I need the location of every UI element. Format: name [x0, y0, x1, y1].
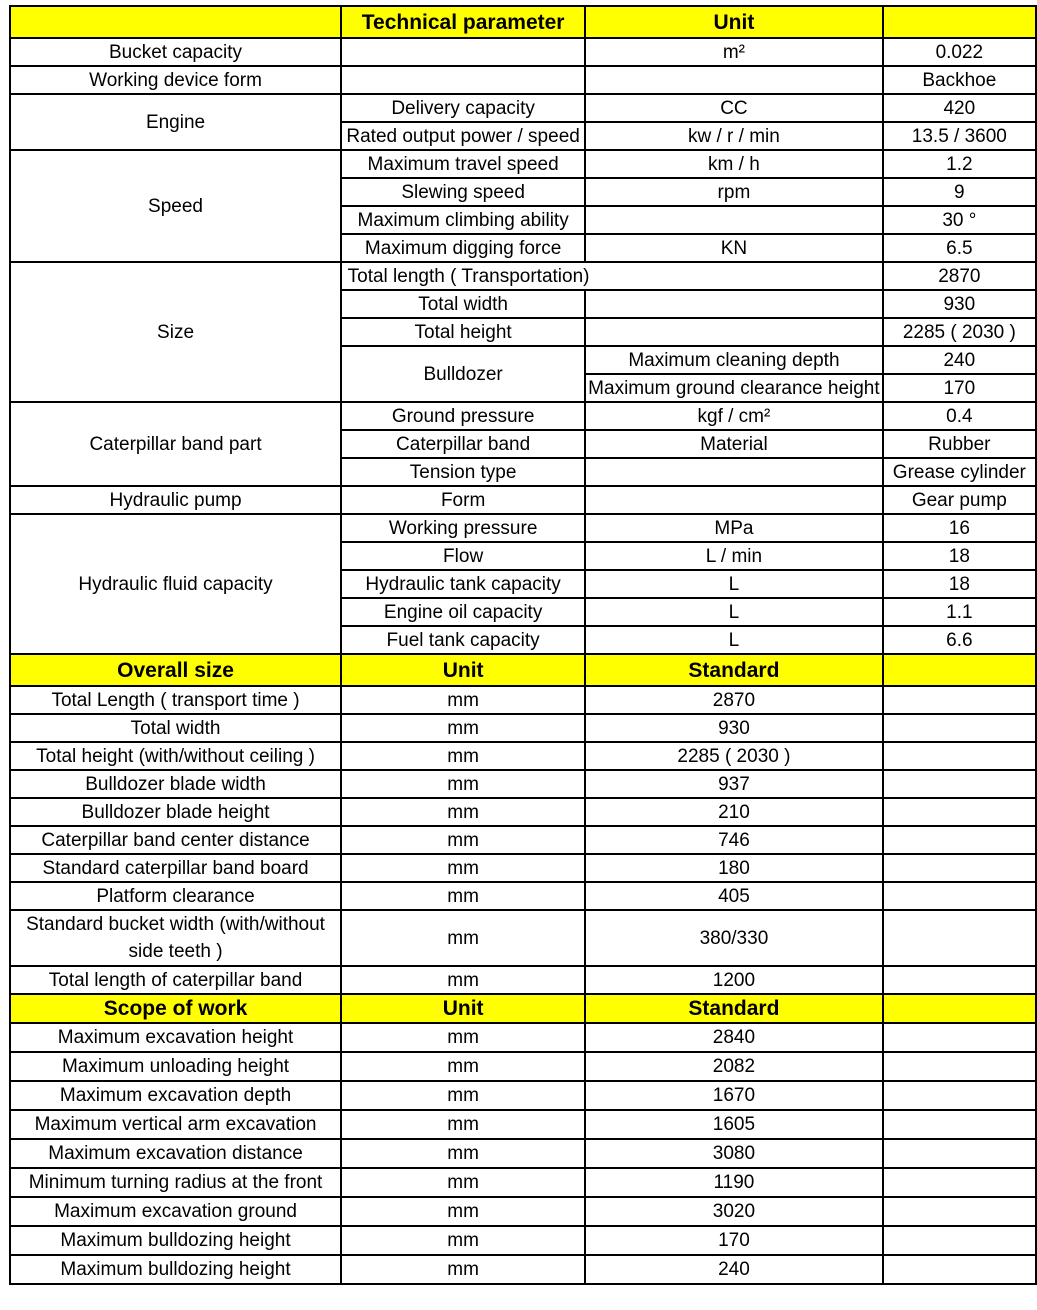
unit-cell: L [585, 570, 883, 598]
table-row [10, 1110, 1036, 1139]
value-cell: 2870 [585, 686, 883, 714]
header-overall-size: Overall size [10, 654, 341, 686]
value-cell: 1200 [585, 966, 883, 994]
table-row [10, 1139, 1036, 1168]
header-unit: Unit [585, 6, 883, 38]
table-row [10, 66, 1036, 94]
param-cell: Total height [341, 318, 585, 346]
unit-cell: L [585, 626, 883, 654]
value-cell: 2082 [585, 1052, 883, 1081]
param-cell: Delivery capacity [341, 94, 585, 122]
param-cell: Rated output power / speed [341, 122, 585, 150]
table-row [10, 150, 1036, 178]
value-cell: 380/330 [585, 910, 883, 966]
param-cell: Ground pressure [341, 402, 585, 430]
unit-cell [585, 290, 883, 318]
table-row [10, 826, 1036, 854]
group-label-caterpillar: Caterpillar band part [10, 402, 341, 486]
unit-cell: mm [341, 742, 585, 770]
value-cell: 1.1 [883, 598, 1036, 626]
value-cell: 1.2 [883, 150, 1036, 178]
table-row [10, 1255, 1036, 1284]
unit-cell [585, 486, 883, 514]
table-row [10, 402, 1036, 430]
table-row [10, 770, 1036, 798]
empty-cell [883, 714, 1036, 742]
unit-cell: mm [341, 1139, 585, 1168]
value-cell: 18 [883, 570, 1036, 598]
value-cell: 0.022 [883, 38, 1036, 66]
header-standard: Standard [585, 994, 883, 1023]
value-cell: 1670 [585, 1081, 883, 1110]
value-cell: 1605 [585, 1110, 883, 1139]
empty-cell [883, 826, 1036, 854]
value-cell: 170 [585, 1226, 883, 1255]
header-cell [883, 6, 1036, 38]
group-label-size: Size [10, 262, 341, 402]
row-label: Minimum turning radius at the front [10, 1168, 341, 1197]
value-cell: 18 [883, 542, 1036, 570]
param-cell: Total width [341, 290, 585, 318]
empty-cell [883, 686, 1036, 714]
param-cell: Hydraulic tank capacity [341, 570, 585, 598]
table-row [10, 1197, 1036, 1226]
unit-cell [585, 318, 883, 346]
table-row [10, 514, 1036, 542]
group-label-speed: Speed [10, 150, 341, 262]
value-cell: Gear pump [883, 486, 1036, 514]
unit-cell: mm [341, 770, 585, 798]
header-cell [883, 654, 1036, 686]
group-label-engine: Engine [10, 94, 341, 150]
value-cell: 2285 ( 2030 ) [883, 318, 1036, 346]
param-cell: Engine oil capacity [341, 598, 585, 626]
table-row [10, 966, 1036, 994]
header-row-overall [10, 654, 1036, 686]
unit-cell: mm [341, 1052, 585, 1081]
param-cell [341, 66, 585, 94]
empty-cell [883, 910, 1036, 966]
param-text: Total length ( Transportation) [347, 265, 590, 287]
table-row [10, 486, 1036, 514]
table-row [10, 742, 1036, 770]
row-label: Standard caterpillar band board [10, 854, 341, 882]
unit-cell: m² [585, 38, 883, 66]
value-cell: 937 [585, 770, 883, 798]
value-cell: 13.5 / 3600 [883, 122, 1036, 150]
param-cell: Maximum cleaning depth [585, 346, 883, 374]
value-cell: 240 [883, 346, 1036, 374]
row-label: Total height (with/without ceiling ) [10, 742, 341, 770]
unit-cell: KN [585, 234, 883, 262]
empty-cell [883, 742, 1036, 770]
unit-cell: mm [341, 1226, 585, 1255]
param-cell: Tension type [341, 458, 585, 486]
unit-cell: mm [341, 1081, 585, 1110]
param-cell: Caterpillar band [341, 430, 585, 458]
row-label: Total length of caterpillar band [10, 966, 341, 994]
param-cell [341, 38, 585, 66]
table-row [10, 882, 1036, 910]
unit-cell: MPa [585, 514, 883, 542]
row-label: Maximum bulldozing height [10, 1255, 341, 1284]
param-cell: Maximum ground clearance height [585, 374, 883, 402]
row-label: Bulldozer blade height [10, 798, 341, 826]
table-row [10, 94, 1036, 122]
value-cell: 9 [883, 178, 1036, 206]
row-label: Hydraulic pump [10, 486, 341, 514]
unit-cell: kw / r / min [585, 122, 883, 150]
value-cell: Backhoe [883, 66, 1036, 94]
unit-cell: mm [341, 910, 585, 966]
unit-cell: mm [341, 1110, 585, 1139]
unit-cell: mm [341, 854, 585, 882]
param-cell: Maximum digging force [341, 234, 585, 262]
header-row-scope [10, 994, 1036, 1023]
row-label: Bucket capacity [10, 38, 341, 66]
row-label: Working device form [10, 66, 341, 94]
value-cell: Rubber [883, 430, 1036, 458]
group-label-fluid: Hydraulic fluid capacity [10, 514, 341, 654]
value-cell: 6.5 [883, 234, 1036, 262]
header-cell [883, 994, 1036, 1023]
row-label: Maximum vertical arm excavation [10, 1110, 341, 1139]
empty-cell [883, 1168, 1036, 1197]
empty-cell [883, 1197, 1036, 1226]
value-cell: 16 [883, 514, 1036, 542]
header-unit: Unit [341, 994, 585, 1023]
unit-cell: mm [341, 1168, 585, 1197]
empty-cell [883, 1052, 1036, 1081]
unit-cell: kgf / cm² [585, 402, 883, 430]
group-label-bulldozer: Bulldozer [341, 346, 585, 402]
table-row [10, 910, 1036, 966]
row-label: Bulldozer blade width [10, 770, 341, 798]
empty-cell [883, 882, 1036, 910]
unit-cell: mm [341, 714, 585, 742]
table-row [10, 686, 1036, 714]
unit-cell: Material [585, 430, 883, 458]
value-cell: 0.4 [883, 402, 1036, 430]
value-cell: 210 [585, 798, 883, 826]
empty-cell [883, 1139, 1036, 1168]
value-cell: Grease cylinder [883, 458, 1036, 486]
table-row [10, 1052, 1036, 1081]
empty-cell [883, 770, 1036, 798]
header-technical-parameter: Technical parameter [341, 6, 585, 38]
unit-cell: L / min [585, 542, 883, 570]
param-cell: Maximum travel speed [341, 150, 585, 178]
empty-cell [883, 854, 1036, 882]
empty-cell [883, 1023, 1036, 1052]
value-cell: 2285 ( 2030 ) [585, 742, 883, 770]
value-cell: 746 [585, 826, 883, 854]
value-cell: 2840 [585, 1023, 883, 1052]
unit-cell: mm [341, 966, 585, 994]
table-row [10, 1226, 1036, 1255]
param-cell: Working pressure [341, 514, 585, 542]
value-cell: 240 [585, 1255, 883, 1284]
unit-cell: CC [585, 94, 883, 122]
value-cell: 405 [585, 882, 883, 910]
table-row [10, 262, 1036, 290]
unit-cell [585, 458, 883, 486]
spec-table [9, 5, 1037, 1285]
unit-cell: mm [341, 826, 585, 854]
param-cell: Form [341, 486, 585, 514]
param-cell: Maximum climbing ability [341, 206, 585, 234]
param-cell [341, 262, 883, 290]
table-row [10, 714, 1036, 742]
header-scope-of-work: Scope of work [10, 994, 341, 1023]
param-cell: Fuel tank capacity [341, 626, 585, 654]
param-cell: Slewing speed [341, 178, 585, 206]
empty-cell [883, 966, 1036, 994]
row-label: Platform clearance [10, 882, 341, 910]
value-cell: 1190 [585, 1168, 883, 1197]
row-label: Total Length ( transport time ) [10, 686, 341, 714]
empty-cell [883, 1226, 1036, 1255]
value-cell: 3020 [585, 1197, 883, 1226]
table-row [10, 1023, 1036, 1052]
unit-cell: mm [341, 1255, 585, 1284]
table-row [10, 38, 1036, 66]
row-label: Maximum excavation depth [10, 1081, 341, 1110]
row-label: Total width [10, 714, 341, 742]
row-label: Maximum bulldozing height [10, 1226, 341, 1255]
value-cell: 6.6 [883, 626, 1036, 654]
table-row [10, 1168, 1036, 1197]
unit-cell [585, 66, 883, 94]
unit-cell: mm [341, 1197, 585, 1226]
empty-cell [883, 1081, 1036, 1110]
header-standard: Standard [585, 654, 883, 686]
row-label: Maximum excavation ground [10, 1197, 341, 1226]
unit-cell: mm [341, 686, 585, 714]
unit-cell: km / h [585, 150, 883, 178]
unit-cell: rpm [585, 178, 883, 206]
header-cell [10, 6, 341, 38]
table-row [10, 1081, 1036, 1110]
value-cell: 3080 [585, 1139, 883, 1168]
unit-cell: mm [341, 882, 585, 910]
header-unit: Unit [341, 654, 585, 686]
empty-cell [883, 1110, 1036, 1139]
unit-cell: L [585, 598, 883, 626]
table-row [10, 854, 1036, 882]
unit-cell: mm [341, 798, 585, 826]
row-label: Maximum excavation distance [10, 1139, 341, 1168]
row-label: Caterpillar band center distance [10, 826, 341, 854]
value-cell: 30 ° [883, 206, 1036, 234]
param-cell: Flow [341, 542, 585, 570]
header-row-technical [10, 6, 1036, 38]
value-cell: 170 [883, 374, 1036, 402]
value-cell: 420 [883, 94, 1036, 122]
row-label: Maximum unloading height [10, 1052, 341, 1081]
empty-cell [883, 798, 1036, 826]
value-cell: 180 [585, 854, 883, 882]
unit-cell [585, 206, 883, 234]
unit-cell: mm [341, 1023, 585, 1052]
value-cell: 930 [585, 714, 883, 742]
value-cell: 2870 [883, 262, 1036, 290]
table-row [10, 798, 1036, 826]
row-label: Standard bucket width (with/without side teeth ) [10, 910, 341, 966]
row-label: Maximum excavation height [10, 1023, 341, 1052]
empty-cell [883, 1255, 1036, 1284]
value-cell: 930 [883, 290, 1036, 318]
